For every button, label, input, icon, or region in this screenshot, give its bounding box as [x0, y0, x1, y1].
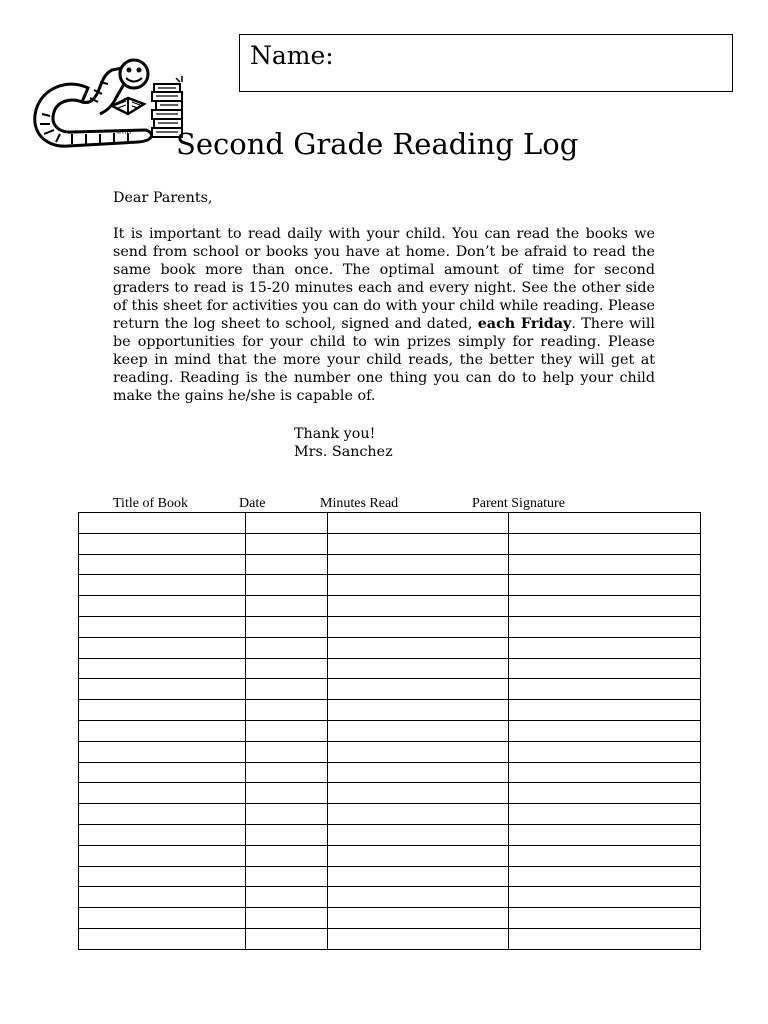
- table-row: [79, 741, 701, 762]
- date-cell[interactable]: [246, 741, 328, 762]
- title-cell[interactable]: [79, 783, 246, 804]
- table-row: [79, 845, 701, 866]
- signature-cell[interactable]: [509, 513, 701, 534]
- minutes-cell[interactable]: [328, 908, 509, 929]
- letter-body-emphasis: each Friday: [477, 316, 572, 332]
- date-cell[interactable]: [246, 700, 328, 721]
- date-cell[interactable]: [246, 596, 328, 617]
- minutes-cell[interactable]: [328, 554, 509, 575]
- minutes-cell[interactable]: [328, 616, 509, 637]
- table-row: [79, 554, 701, 575]
- signature-cell[interactable]: [509, 741, 701, 762]
- page-title: Second Grade Reading Log: [176, 127, 579, 161]
- signature-cell[interactable]: [509, 533, 701, 554]
- date-cell[interactable]: [246, 908, 328, 929]
- minutes-cell[interactable]: [328, 679, 509, 700]
- signature-cell[interactable]: [509, 908, 701, 929]
- date-cell[interactable]: [246, 824, 328, 845]
- signature-cell[interactable]: [509, 887, 701, 908]
- column-header-minutes: Minutes Read: [320, 496, 399, 511]
- signature-cell[interactable]: [509, 804, 701, 825]
- minutes-cell[interactable]: [328, 928, 509, 949]
- signature-cell[interactable]: [509, 866, 701, 887]
- table-row: [79, 700, 701, 721]
- signature-cell[interactable]: [509, 679, 701, 700]
- signature-cell[interactable]: [509, 928, 701, 949]
- letter-body: [113, 225, 655, 405]
- minutes-cell[interactable]: [328, 845, 509, 866]
- parent-letter: [113, 189, 655, 405]
- title-cell[interactable]: [79, 637, 246, 658]
- title-cell[interactable]: [79, 824, 246, 845]
- name-field[interactable]: [239, 34, 733, 92]
- signature-cell[interactable]: [509, 720, 701, 741]
- column-header-date: Date: [239, 496, 266, 511]
- bookworm-reading-icon: [28, 58, 196, 154]
- letter-body-text: It is important to read daily with your child. You can read the books we send from school or books you have at home. Don’t be afraid to read the same book more than once. The optimal amount of time for second graders to read is 15-20 minutes each and every night. See the other side of this sheet for activities you can do with your child while reading. Please return the log sheet to school, signed and dated,: [113, 226, 655, 332]
- signature-cell[interactable]: [509, 824, 701, 845]
- title-cell[interactable]: [79, 928, 246, 949]
- date-cell[interactable]: [246, 866, 328, 887]
- table-row: [79, 575, 701, 596]
- title-cell[interactable]: [79, 513, 246, 534]
- title-cell[interactable]: [79, 720, 246, 741]
- table-row: [79, 866, 701, 887]
- table-row: [79, 887, 701, 908]
- title-cell[interactable]: [79, 700, 246, 721]
- minutes-cell[interactable]: [328, 637, 509, 658]
- title-cell[interactable]: [79, 658, 246, 679]
- minutes-cell[interactable]: [328, 824, 509, 845]
- column-header-signature: Parent Signature: [472, 496, 565, 511]
- letter-greeting: Dear Parents,: [113, 190, 213, 206]
- svg-text:©HH: ©HH: [116, 129, 132, 136]
- title-cell[interactable]: [79, 762, 246, 783]
- letter-closing: [294, 425, 393, 461]
- date-cell[interactable]: [246, 762, 328, 783]
- table-row: [79, 637, 701, 658]
- title-cell[interactable]: [79, 908, 246, 929]
- minutes-cell[interactable]: [328, 658, 509, 679]
- signature-cell[interactable]: [509, 700, 701, 721]
- signature-cell[interactable]: [509, 596, 701, 617]
- table-row: [79, 720, 701, 741]
- table-row: [79, 533, 701, 554]
- title-cell[interactable]: [79, 741, 246, 762]
- table-row: [79, 513, 701, 534]
- title-cell[interactable]: [79, 533, 246, 554]
- date-cell[interactable]: [246, 513, 328, 534]
- title-cell[interactable]: [79, 845, 246, 866]
- reading-log-table: [78, 512, 701, 950]
- title-cell[interactable]: [79, 554, 246, 575]
- signature-cell[interactable]: [509, 575, 701, 596]
- minutes-cell[interactable]: [328, 741, 509, 762]
- minutes-cell[interactable]: [328, 762, 509, 783]
- minutes-cell[interactable]: [328, 783, 509, 804]
- title-cell[interactable]: [79, 616, 246, 637]
- minutes-cell[interactable]: [328, 887, 509, 908]
- date-cell[interactable]: [246, 637, 328, 658]
- date-cell[interactable]: [246, 554, 328, 575]
- signature-cell[interactable]: [509, 845, 701, 866]
- date-cell[interactable]: [246, 887, 328, 908]
- signature-cell[interactable]: [509, 658, 701, 679]
- minutes-cell[interactable]: [328, 866, 509, 887]
- closing-signature: Mrs. Sanchez: [294, 444, 393, 460]
- date-cell[interactable]: [246, 575, 328, 596]
- title-cell[interactable]: [79, 804, 246, 825]
- table-row: [79, 679, 701, 700]
- minutes-cell[interactable]: [328, 575, 509, 596]
- name-label: Name:: [250, 41, 334, 70]
- table-row: [79, 616, 701, 637]
- signature-cell[interactable]: [509, 616, 701, 637]
- table-row: [79, 928, 701, 949]
- closing-thanks: Thank you!: [294, 426, 376, 442]
- date-cell[interactable]: [246, 533, 328, 554]
- column-header-title: Title of Book: [113, 496, 188, 511]
- date-cell[interactable]: [246, 783, 328, 804]
- signature-cell[interactable]: [509, 554, 701, 575]
- date-cell[interactable]: [246, 845, 328, 866]
- table-row: [79, 824, 701, 845]
- signature-cell[interactable]: [509, 762, 701, 783]
- minutes-cell[interactable]: [328, 596, 509, 617]
- letter-body-text-end: . There will be opportunities for your child to win prizes simply for reading. Please keep in mind that the more your child reads, the better they will get at reading. Reading is the number one thing you can do to help your child make the gains he/she is capable of.: [113, 316, 655, 404]
- date-cell[interactable]: [246, 658, 328, 679]
- signature-cell[interactable]: [509, 637, 701, 658]
- minutes-cell[interactable]: [328, 700, 509, 721]
- table-row: [79, 762, 701, 783]
- table-row: [79, 658, 701, 679]
- table-row: [79, 804, 701, 825]
- title-cell[interactable]: [79, 679, 246, 700]
- date-cell[interactable]: [246, 804, 328, 825]
- date-cell[interactable]: [246, 616, 328, 637]
- minutes-cell[interactable]: [328, 533, 509, 554]
- title-cell[interactable]: [79, 575, 246, 596]
- title-cell[interactable]: [79, 887, 246, 908]
- table-row: [79, 908, 701, 929]
- date-cell[interactable]: [246, 720, 328, 741]
- date-cell[interactable]: [246, 679, 328, 700]
- minutes-cell[interactable]: [328, 804, 509, 825]
- title-cell[interactable]: [79, 866, 246, 887]
- minutes-cell[interactable]: [328, 513, 509, 534]
- title-cell[interactable]: [79, 596, 246, 617]
- table-row: [79, 783, 701, 804]
- minutes-cell[interactable]: [328, 720, 509, 741]
- date-cell[interactable]: [246, 928, 328, 949]
- table-row: [79, 596, 701, 617]
- signature-cell[interactable]: [509, 783, 701, 804]
